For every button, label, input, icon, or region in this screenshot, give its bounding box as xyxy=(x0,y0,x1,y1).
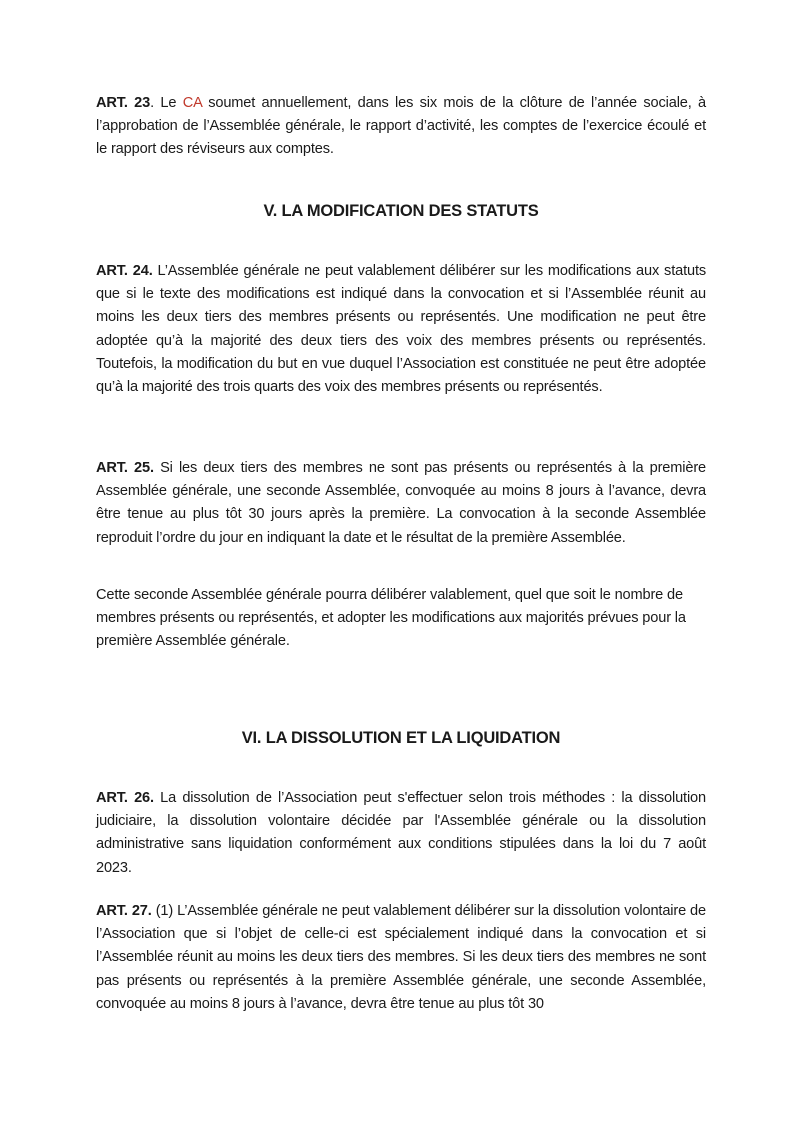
article-25-text: Si les deux tiers des membres ne sont pas présents ou représentés à la première Assemblée générale, une seconde Assemblée, convoquée au moins 8 jours à l’avance, devra être tenue au plus tôt 30 jours après la première. La convocation à la seconde Assemblée reproduit l’ordre du jour en indiquant la date et le résultat de la première Assemblée. xyxy=(96,460,706,546)
article-27-text: (1) L’Assemblée générale ne peut valablement délibérer sur la dissolution volontaire de l’Association que si l’objet de celle-ci est spécialement indiqué dans la convocation et si l’Assemblée réunit au moins les deux tiers des membres. Si les deux tiers des membres ne sont pas présents ou représentés à la première Assemblée générale, une seconde Assemblée, convoquée au moins 8 jours à l’avance, devra être tenue au plus tôt 30 xyxy=(96,903,706,1012)
article-23-text: soumet annuellement, dans les six mois de la clôture de l’année sociale, à l’approbation de l’Assemblée générale, le rapport d’activité, les comptes de l’exercice écoulé et le rapport des réviseurs aux comptes. xyxy=(96,95,706,158)
article-26 xyxy=(96,787,706,880)
article-24 xyxy=(96,260,706,399)
article-25-label: ART. 25. xyxy=(96,460,154,476)
article-27-label: ART. 27. xyxy=(96,903,152,919)
article-27 xyxy=(96,900,706,1016)
article-25-continuation: Cette seconde Assemblée générale pourra délibérer valablement, quel que soit le nombre de membres présents ou représentés, et adopter les modifications aux majorités prévues pour la première Assemblée générale. xyxy=(96,587,686,650)
article-26-text: La dissolution de l’Association peut s'effectuer selon trois méthodes : la dissolution judiciaire, la dissolution volontaire décidée par l'Assemblée générale ou la dissolution administrative sans liquidation conformément aux conditions stipulées dans la loi du 7 août 2023. xyxy=(96,790,706,876)
article-23-highlight: CA xyxy=(182,95,202,111)
article-23-sep: . Le xyxy=(150,95,183,111)
article-23-label: ART. 23 xyxy=(96,95,151,111)
article-26-label: ART. 26. xyxy=(96,790,154,806)
section-6-heading: VI. LA DISSOLUTION ET LA LIQUIDATION xyxy=(241,729,561,747)
article-24-text: L’Assemblée générale ne peut valablement délibérer sur les modifications aux statuts que si le texte des modifications est indiqué dans la convocation et si l’Assemblée réunit au moins les deux tiers des membres présents ou représentés. Une modification ne peut être adoptée qu’à la majorité des deux tiers des voix des membres présents ou représentés. Toutefois, la modification du but en vue duquel l’Association est constituée ne peut être adoptée qu’à la majorité des trois quarts des voix des membres présents ou représentés. xyxy=(96,263,706,396)
section-5-heading: V. LA MODIFICATION DES STATUTS xyxy=(263,202,539,220)
article-23 xyxy=(96,92,706,162)
article-24-label: ART. 24. xyxy=(96,263,153,279)
article-25 xyxy=(96,457,706,550)
